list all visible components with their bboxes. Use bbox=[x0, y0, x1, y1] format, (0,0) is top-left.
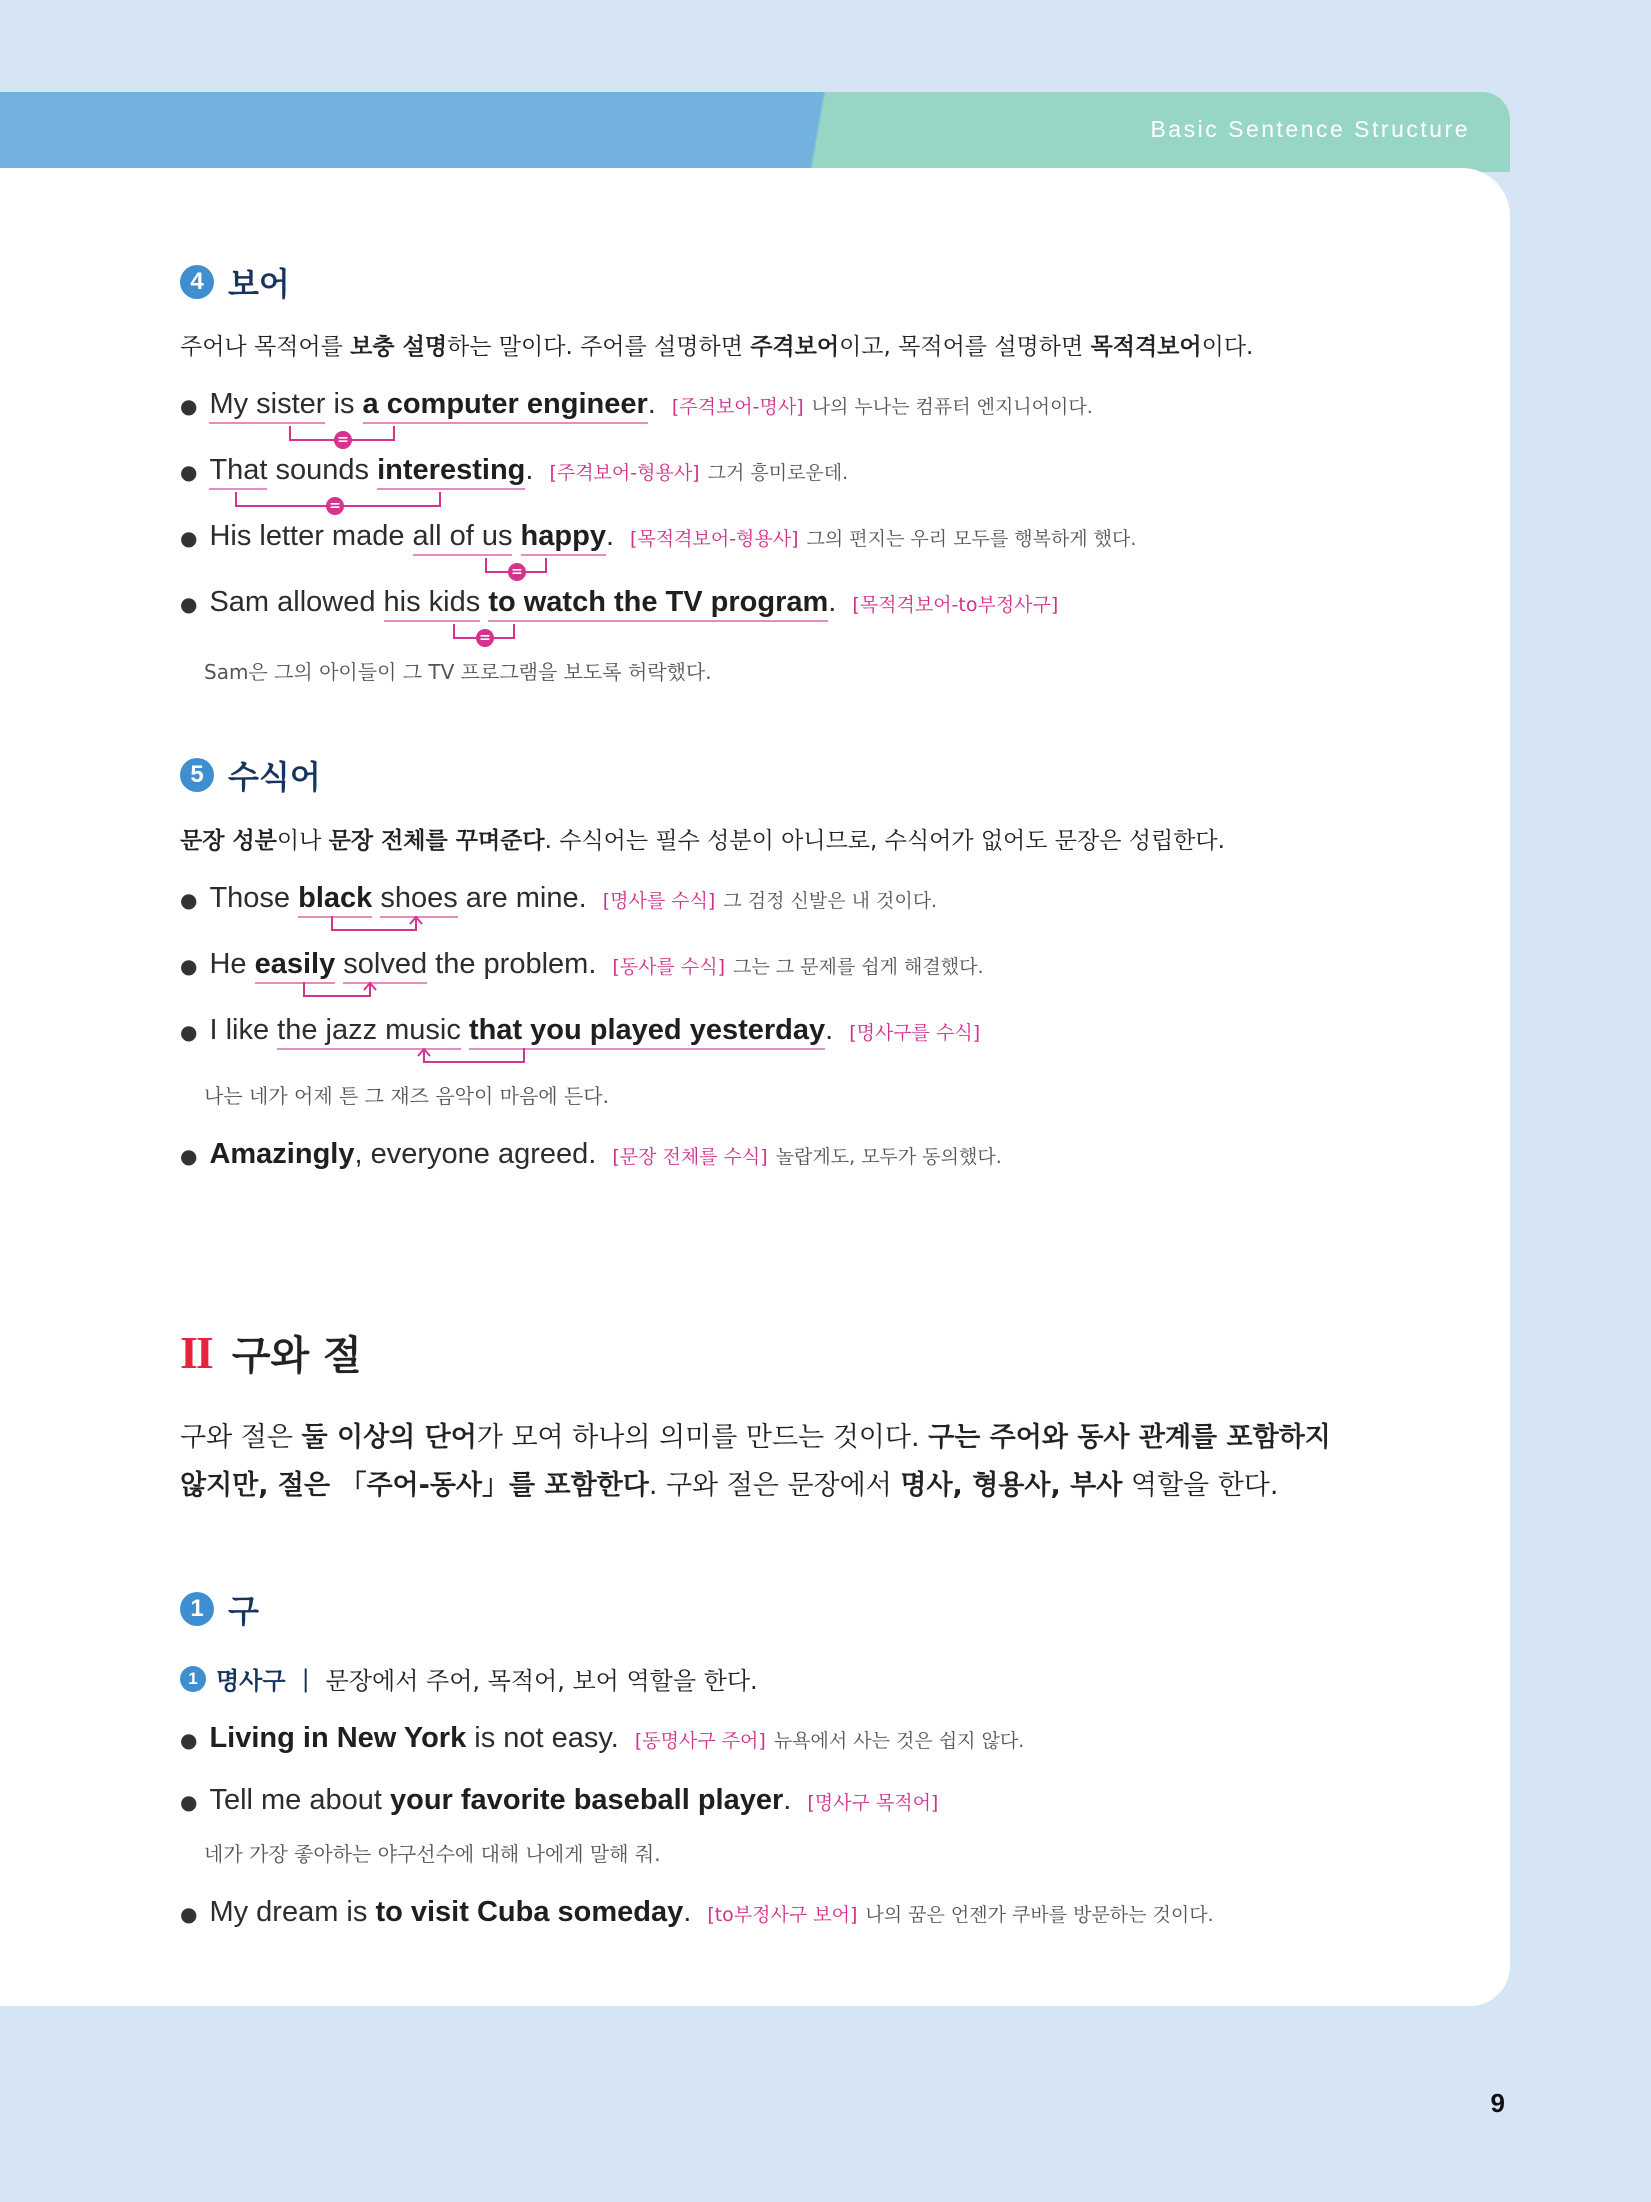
bullet-icon: ● bbox=[180, 1144, 198, 1168]
example-sentence: ● Amazingly, everyone agreed. [문장 전체를 수식] 놀랍게도, 모두가 동의했다. bbox=[180, 1138, 1002, 1170]
part-2-paragraph: 구와 절은 둘 이상의 단어가 모여 하나의 의미를 만드는 것이다. 구는 주어와 동사 관계를 포함하지 않지만, 절은 「주어-동사」를 포함한다. 구와 절은 문장에서 명사, 형용사, 부사 역할을 한다. bbox=[180, 1422, 1331, 1501]
modifier-arrow bbox=[298, 980, 382, 1002]
header-band bbox=[0, 92, 1510, 172]
bullet-icon: ● bbox=[180, 1020, 198, 1044]
example-sentence: ● Living in New York is not easy. [동명사구 주어] 뉴욕에서 사는 것은 쉽지 않다. bbox=[180, 1722, 1025, 1754]
part-2-heading bbox=[180, 1324, 362, 1381]
example-sentence: ● Those black shoes are mine. [명사를 수식] 그 검정 신발은 내 것이다. bbox=[180, 882, 937, 915]
example-sentence: ● My sister is a computer engineer. [주격보어-명사] 나의 누나는 컴퓨터 엔지니어이다. bbox=[180, 388, 1093, 421]
example-sentence: ● I like the jazz music that you played yesterday. [명사구를 수식] bbox=[180, 1014, 980, 1047]
bullet-icon: ● bbox=[180, 394, 198, 418]
modifier-arrow bbox=[412, 1046, 532, 1068]
example-sentence: ● Sam allowed his kids to watch the TV program. [목적격보어-to부정사구] bbox=[180, 586, 1058, 619]
subsection-description: 문장에서 주어, 목적어, 보어 역할을 한다. bbox=[325, 1667, 758, 1695]
bullet-icon: ● bbox=[180, 592, 198, 616]
section-number-badge: 5 bbox=[180, 758, 214, 792]
example-sentence: ● Tell me about your favorite baseball player. [명사구 목적어] bbox=[180, 1784, 939, 1816]
translation: 그는 그 문제를 쉽게 해결했다. bbox=[733, 956, 984, 978]
grammar-tag: [문장 전체를 수식] bbox=[612, 1146, 768, 1168]
translation: 그 검정 신발은 내 것이다. bbox=[723, 890, 938, 912]
subsection-number-badge: 1 bbox=[180, 1666, 206, 1692]
equals-icon: = bbox=[334, 431, 352, 449]
roman-numeral: II bbox=[180, 1327, 212, 1378]
equals-icon: = bbox=[508, 563, 526, 581]
translation: 나는 네가 어제 튼 그 재즈 음악이 마음에 든다. bbox=[204, 1084, 609, 1108]
section-5-description: 문장 성분이나 문장 전체를 꾸며준다. 수식어는 필수 성분이 아니므로, 수식어가 없어도 문장은 성립한다. bbox=[180, 828, 1225, 854]
grammar-tag: [주격보어-명사] bbox=[671, 396, 804, 418]
bullet-icon: ● bbox=[180, 1728, 198, 1752]
subsection-name: 명사구 bbox=[216, 1667, 286, 1695]
section-number-badge: 1 bbox=[180, 1592, 214, 1626]
grammar-tag: [동명사구 주어] bbox=[634, 1730, 766, 1752]
translation: Sam은 그의 아이들이 그 TV 프로그램을 보도록 허락했다. bbox=[204, 660, 712, 684]
translation: 뉴욕에서 사는 것은 쉽지 않다. bbox=[773, 1730, 1025, 1752]
grammar-tag: [주격보어-형용사] bbox=[549, 462, 700, 484]
grammar-tag: [목적격보어-형용사] bbox=[630, 528, 799, 550]
grammar-tag: [명사구를 수식] bbox=[849, 1022, 981, 1044]
subsection-heading bbox=[180, 1661, 758, 1696]
bullet-icon: ● bbox=[180, 954, 198, 978]
divider: | bbox=[301, 1664, 310, 1693]
example-sentence: ● He easily solved the problem. [동사를 수식] 그는 그 문제를 쉽게 해결했다. bbox=[180, 948, 983, 981]
grammar-tag: [목적격보어-to부정사구] bbox=[852, 594, 1059, 616]
example-sentence: ● His letter made all of us happy. [목적격보어-형용사] 그의 편지는 우리 모두를 행복하게 했다. bbox=[180, 520, 1136, 553]
bullet-icon: ● bbox=[180, 888, 198, 912]
equals-icon: = bbox=[476, 629, 494, 647]
section-number-badge: 4 bbox=[180, 265, 214, 299]
bullet-icon: ● bbox=[180, 1790, 198, 1814]
translation: 나의 누나는 컴퓨터 엔지니어이다. bbox=[811, 396, 1093, 418]
translation: 네가 가장 좋아하는 야구선수에 대해 나에게 말해 줘. bbox=[204, 1842, 661, 1866]
bullet-icon: ● bbox=[180, 1902, 198, 1926]
translation: 나의 꿈은 언젠가 쿠바를 방문하는 것이다. bbox=[865, 1904, 1214, 1926]
translation: 그의 편지는 우리 모두를 행복하게 했다. bbox=[806, 528, 1137, 550]
section-5-heading bbox=[180, 752, 321, 798]
section-title: 보어 bbox=[228, 265, 290, 303]
part-title: 구와 절 bbox=[231, 1333, 362, 1379]
grammar-tag: [명사구 목적어] bbox=[807, 1792, 939, 1814]
translation: 놀랍게도, 모두가 동의했다. bbox=[775, 1146, 1002, 1168]
grammar-tag: [동사를 수식] bbox=[612, 956, 726, 978]
grammar-tag: [to부정사구 보어] bbox=[707, 1904, 858, 1926]
section-4-description: 주어나 목적어를 보충 설명하는 말이다. 주어를 설명하면 주격보어이고, 목적어를 설명하면 목적격보어이다. bbox=[180, 334, 1254, 360]
example-sentence: ● My dream is to visit Cuba someday. [to부정사구 보어] 나의 꿈은 언젠가 쿠바를 방문하는 것이다. bbox=[180, 1896, 1214, 1928]
grammar-tag: [명사를 수식] bbox=[602, 890, 716, 912]
section-4-heading bbox=[180, 259, 290, 305]
section-1-heading bbox=[180, 1586, 259, 1632]
running-header-title: Basic Sentence Structure bbox=[1150, 116, 1470, 142]
equals-icon: = bbox=[326, 497, 344, 515]
example-sentence: ● That sounds interesting. [주격보어-형용사] 그거 흥미로운데. bbox=[180, 454, 848, 487]
bullet-icon: ● bbox=[180, 526, 198, 550]
section-title: 구 bbox=[228, 1592, 259, 1630]
modifier-arrow bbox=[326, 914, 426, 936]
bullet-icon: ● bbox=[180, 460, 198, 484]
translation: 그거 흥미로운데. bbox=[707, 462, 849, 484]
section-title: 수식어 bbox=[228, 758, 321, 796]
page-number: 9 bbox=[1490, 2088, 1505, 2118]
